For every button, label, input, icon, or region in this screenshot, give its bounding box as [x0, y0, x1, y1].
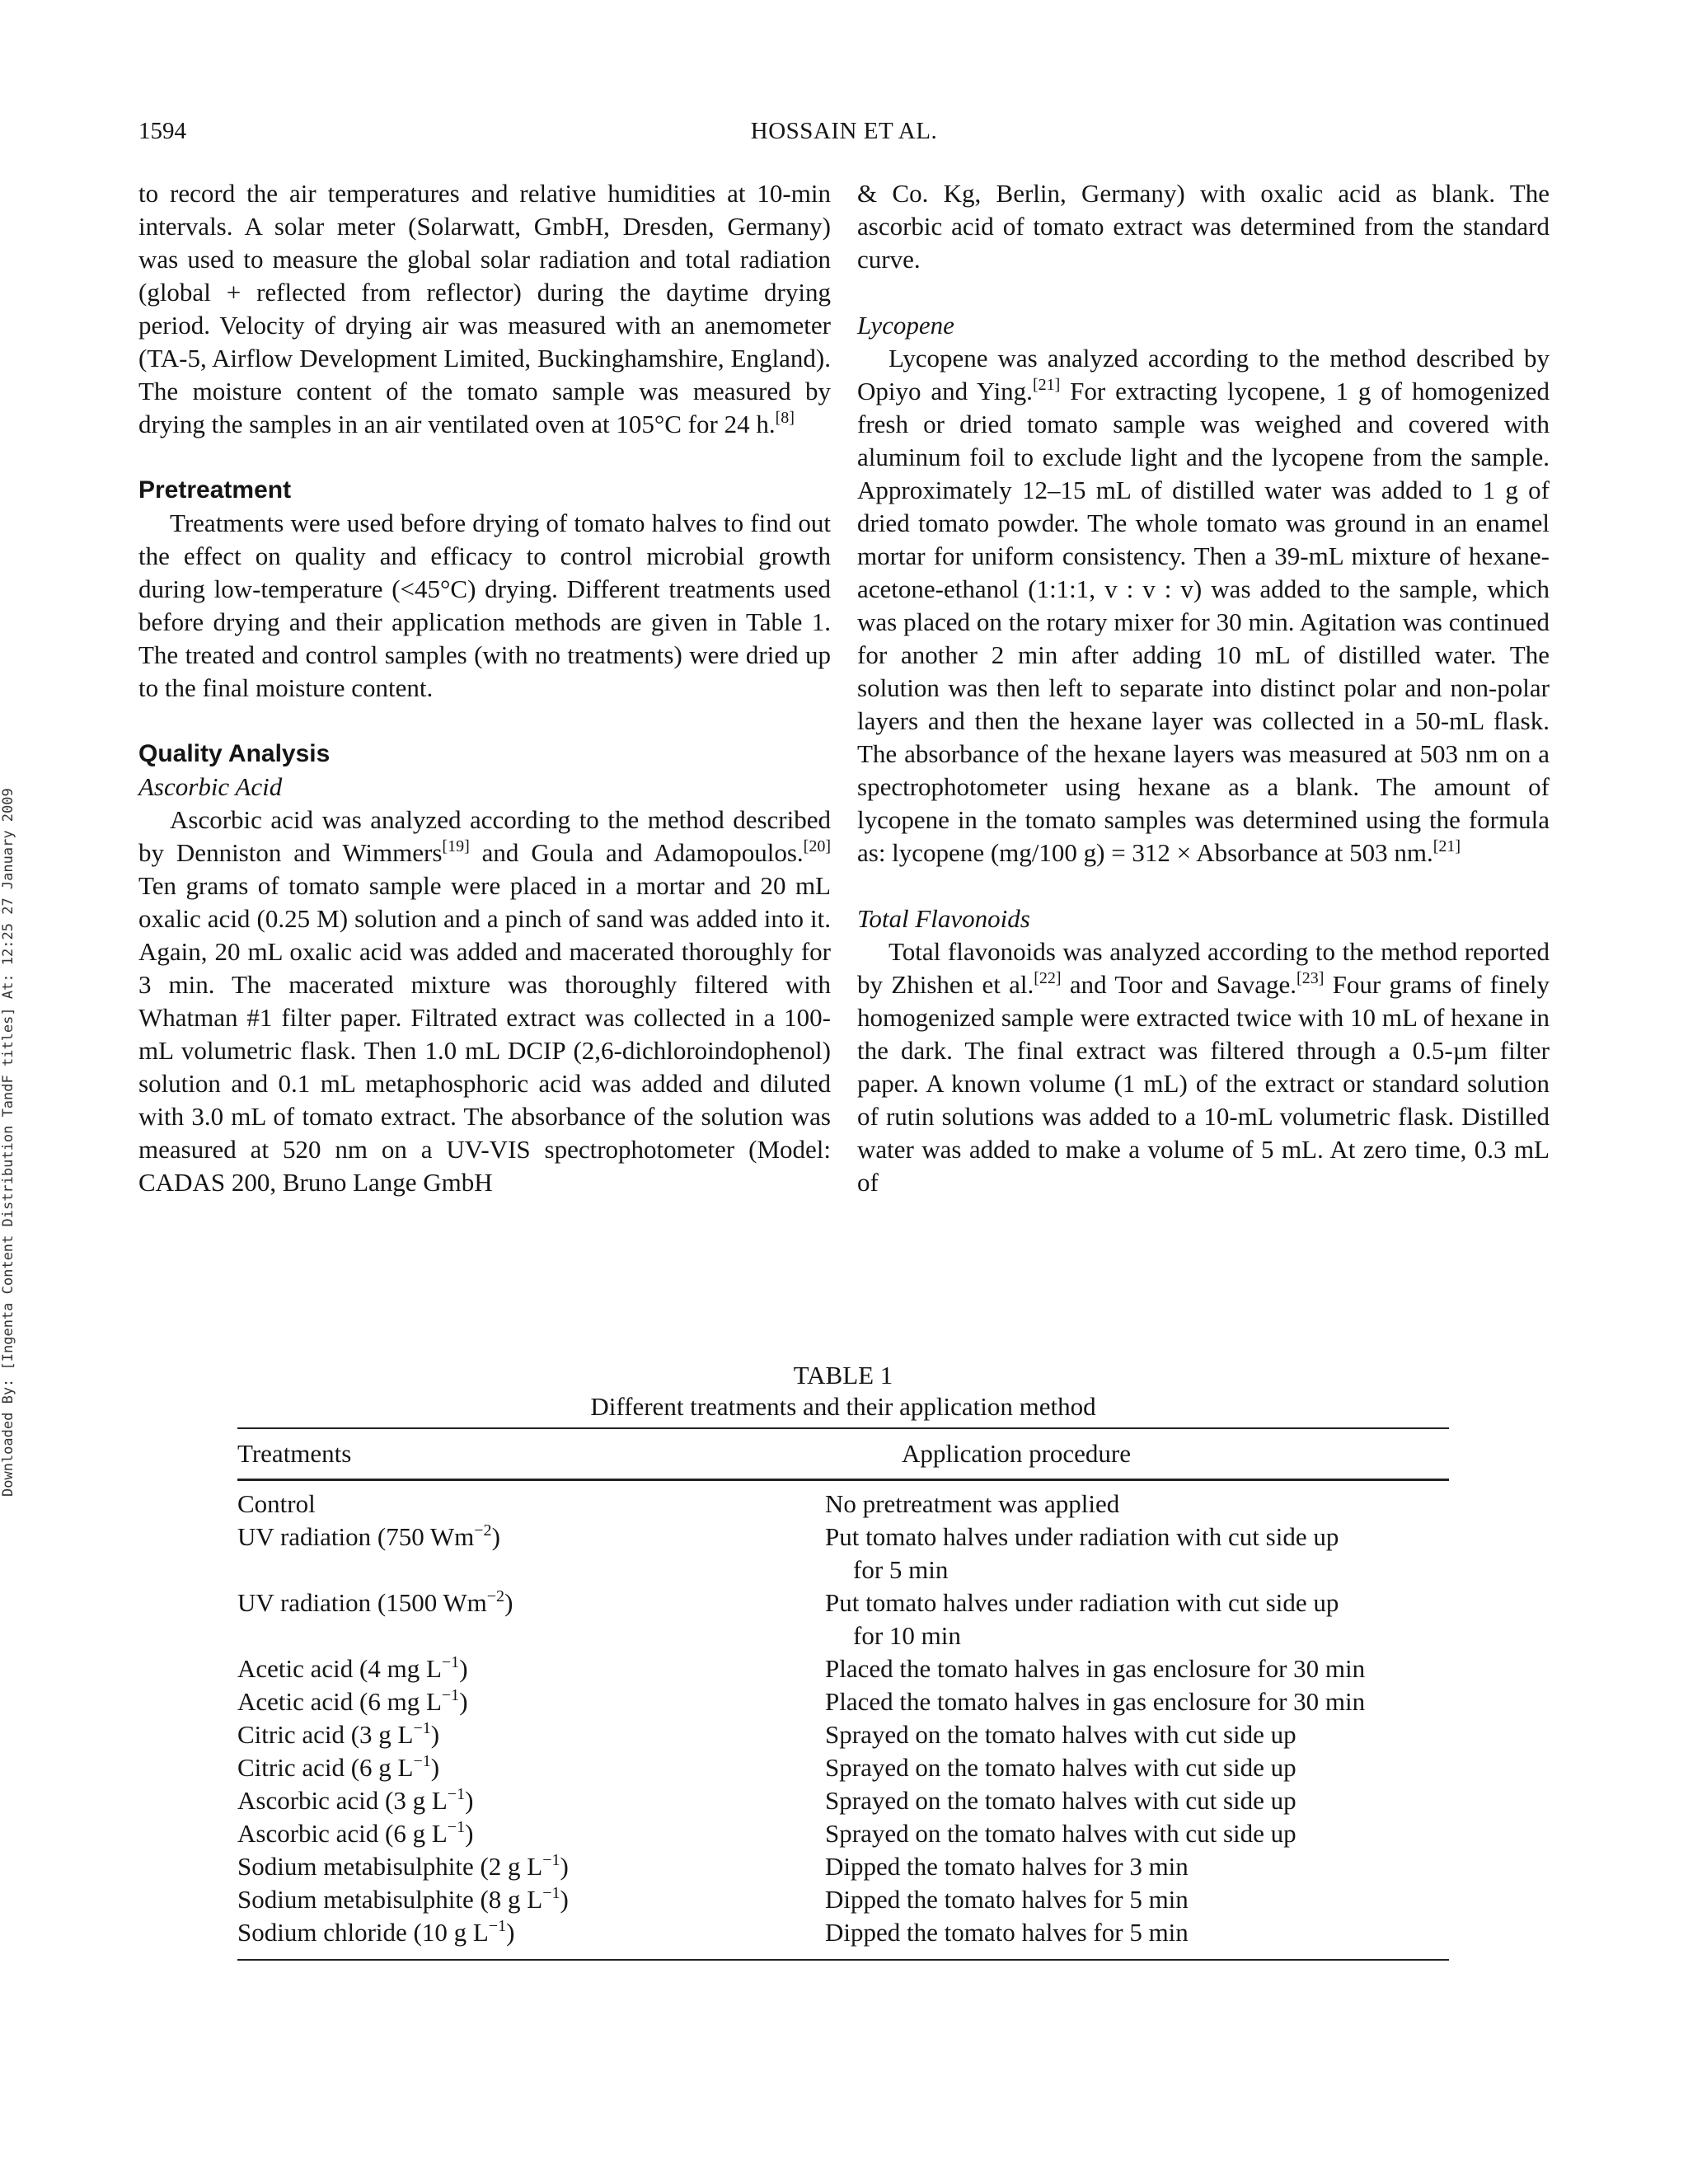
running-title: HOSSAIN ET AL.	[750, 118, 938, 144]
table-row	[237, 1586, 1449, 1652]
table-row	[237, 1652, 1449, 1685]
procedure-cell: Placed the tomato halves in gas enclosure for 30 min	[825, 1654, 1366, 1683]
page-number: 1594	[138, 118, 186, 144]
citation: [21]	[1032, 376, 1061, 394]
table-1	[237, 1360, 1449, 1961]
procedure-cell: Put tomato halves under radiation with cut side up for 10 min	[825, 1588, 1339, 1650]
treatment-cell: Sodium metabisulphite (2 g $L^{-1}$)	[237, 1851, 569, 1881]
table-body	[237, 1481, 1449, 1959]
citation: [22]	[1034, 969, 1062, 987]
citation: [8]	[775, 409, 795, 427]
treatment-cell: Acetic acid (6 mg $L^{-1}$)	[237, 1686, 468, 1716]
treatment-cell: Acetic acid (4 mg $L^{-1}$)	[237, 1653, 468, 1683]
paragraph-ascorbic-acid: Ascorbic acid was analyzed according to the method described by Denniston and Wimmers[19] and Goula and Adamopoulos.[20] Ten grams of tomato sample were placed in a mortar and 20 mL oxalic acid (0.25 M) solution and a pinch of sand was added into it. Again, 20 mL oxalic acid was added and macerated thoroughly for 3 min. The macerated mixture was thoroughly filtered with Whatman #1 filter paper. Filtrated extract was collected in a 100-mL volumetric flask. Then 1.0 mL DCIP (2,6-dichloroindophenol) solution and 0.1 mL metaphosphoric acid was added and diluted with 3.0 mL of tomato extract. The absorbance of the solution was measured at 520 nm on a UV-VIS spectrophotometer (Model: CADAS 200, Bruno Lange GmbH	[138, 805, 831, 1197]
table-row	[237, 1685, 1449, 1718]
table-row	[237, 1488, 1449, 1521]
citation: [21]	[1432, 837, 1461, 855]
procedure-cell: Sprayed on the tomato halves with cut side up	[825, 1819, 1296, 1848]
download-watermark: Downloaded By: [Ingenta Content Distribution TandF titles] At: 12:25 27 January 2009	[0, 788, 16, 1497]
treatment-cell: Sodium chloride (10 g $L^{-1}$)	[237, 1917, 515, 1947]
table-row	[237, 1718, 1449, 1751]
paragraph-ascorbic-continued: & Co. Kg, Berlin, Germany) with oxalic acid as blank. The ascorbic acid of tomato extract was determined from the standard curve.	[857, 179, 1550, 274]
treatment-cell: UV radiation (1500 $Wm^{-2}$)	[237, 1587, 513, 1617]
treatment-cell: Sodium metabisulphite (8 g $L^{-1}$)	[237, 1884, 569, 1914]
table-row	[237, 1521, 1449, 1586]
paragraph-intro: to record the air temperatures and relative humidities at 10-min intervals. A solar meter (Solarwatt, GmbH, Dresden, Germany) was used to measure the global solar radiation and total radiation (global + reflected from reflector) during the daytime drying period. Velocity of drying air was measured with an anemometer (TA-5, Airflow Development Limited, Buckinghamshire, England). The moisture content of the tomato sample was measured by drying the samples in an air ventilated oven at 105°C for 24 h.[8]	[138, 179, 831, 438]
table-label: TABLE 1	[793, 1361, 893, 1390]
treatment-cell: Control	[237, 1489, 316, 1518]
treatment-cell: Ascorbic acid (3 g $L^{-1}$)	[237, 1785, 474, 1815]
procedure-cell: Dipped the tomato halves for 3 min	[825, 1852, 1189, 1881]
table-row	[237, 1751, 1449, 1784]
column-header-application: Application procedure	[901, 1439, 1132, 1468]
section-heading-quality-analysis: Quality Analysis	[138, 740, 331, 767]
procedure-cell: No pretreatment was applied	[825, 1489, 1120, 1518]
right-column	[857, 177, 1550, 1199]
table-row	[237, 1817, 1449, 1850]
running-header	[138, 118, 1550, 151]
left-column	[138, 177, 831, 1199]
paragraph-pretreatment: Treatments were used before drying of tomato halves to find out the effect on quality and efficacy to control microbial growth during low-temperature (<45°C) drying. Different treatments used before drying and their application methods are given in Table 1. The treated and control samples (with no treatments) were dried up to the final moisture content.	[138, 509, 831, 702]
table-bottom-rule	[237, 1959, 1449, 1961]
procedure-cell: Sprayed on the tomato halves with cut side up	[825, 1720, 1296, 1749]
procedure-cell: Sprayed on the tomato halves with cut side up	[825, 1753, 1296, 1782]
paragraph-total-flavonoids: Total flavonoids was analyzed according to the method reported by Zhishen et al.[22] and Toor and Savage.[23] Four grams of finely homogenized sample were extracted twice with 10 mL of hexane in the dark. The final extract was filtered through a 0.5-µm filter paper. A known volume (1 mL) of the extract or standard solution of rutin solutions was added to a 10-mL volumetric flask. Distilled water was added to make a volume of 5 mL. At zero time, 0.3 mL of	[857, 937, 1550, 1197]
paragraph-lycopene: Lycopene was analyzed according to the method described by Opiyo and Ying.[21] For extracting lycopene, 1 g of homogenized fresh or dried tomato sample was weighed and covered with aluminum foil to exclude light and the lycopene from the sample. Approximately 12–15 mL of distilled water was added to 1 g of dried tomato powder. The whole tomato was ground in an enamel mortar for uniform consistency. Then a 39-mL mixture of hexane-acetone-ethanol (1:1:1, v : v : v) was added to the sample, which was placed on the rotary mixer for 30 min. Agitation was continued for another 2 min after adding 10 mL of distilled water. The solution was then left to separate into distinct polar and non-polar layers and then the hexane layer was collected in a 50-mL flask. The absorbance of the hexane layers was measured at 503 nm on a spectrophotometer using hexane as a blank. The amount of lycopene in the tomato samples was determined using the formula as: lycopene (mg/100 g) = 312 × Absorbance at 503 nm.[21]	[857, 344, 1550, 867]
treatment-cell: UV radiation (750 $Wm^{-2}$)	[237, 1521, 500, 1551]
procedure-cell: Placed the tomato halves in gas enclosure for 30 min	[825, 1687, 1366, 1716]
subheading-ascorbic-acid: Ascorbic Acid	[138, 772, 283, 801]
table-row	[237, 1850, 1449, 1883]
subheading-lycopene: Lycopene	[857, 311, 954, 340]
column-header-treatments: Treatments	[237, 1439, 352, 1468]
table-row	[237, 1784, 1449, 1817]
procedure-cell: Dipped the tomato halves for 5 min	[825, 1885, 1189, 1914]
subheading-total-flavonoids: Total Flavonoids	[857, 904, 1030, 933]
table-row	[237, 1883, 1449, 1916]
procedure-cell: Sprayed on the tomato halves with cut side up	[825, 1786, 1296, 1815]
treatment-cell: Citric acid (3 g $L^{-1}$)	[237, 1719, 440, 1749]
section-heading-pretreatment: Pretreatment	[138, 476, 292, 504]
citation: [20]	[803, 837, 831, 855]
citation: [19]	[442, 837, 470, 855]
procedure-cell: Put tomato halves under radiation with cut side up for 5 min	[825, 1522, 1339, 1584]
treatment-cell: Citric acid (6 g $L^{-1}$)	[237, 1752, 440, 1782]
table-caption: Different treatments and their application method	[590, 1392, 1096, 1421]
treatment-cell: Ascorbic acid (6 g $L^{-1}$)	[237, 1818, 474, 1848]
table-row	[237, 1916, 1449, 1949]
procedure-cell: Dipped the tomato halves for 5 min	[825, 1918, 1189, 1947]
table-header-row	[237, 1429, 1449, 1479]
citation: [23]	[1296, 969, 1325, 987]
